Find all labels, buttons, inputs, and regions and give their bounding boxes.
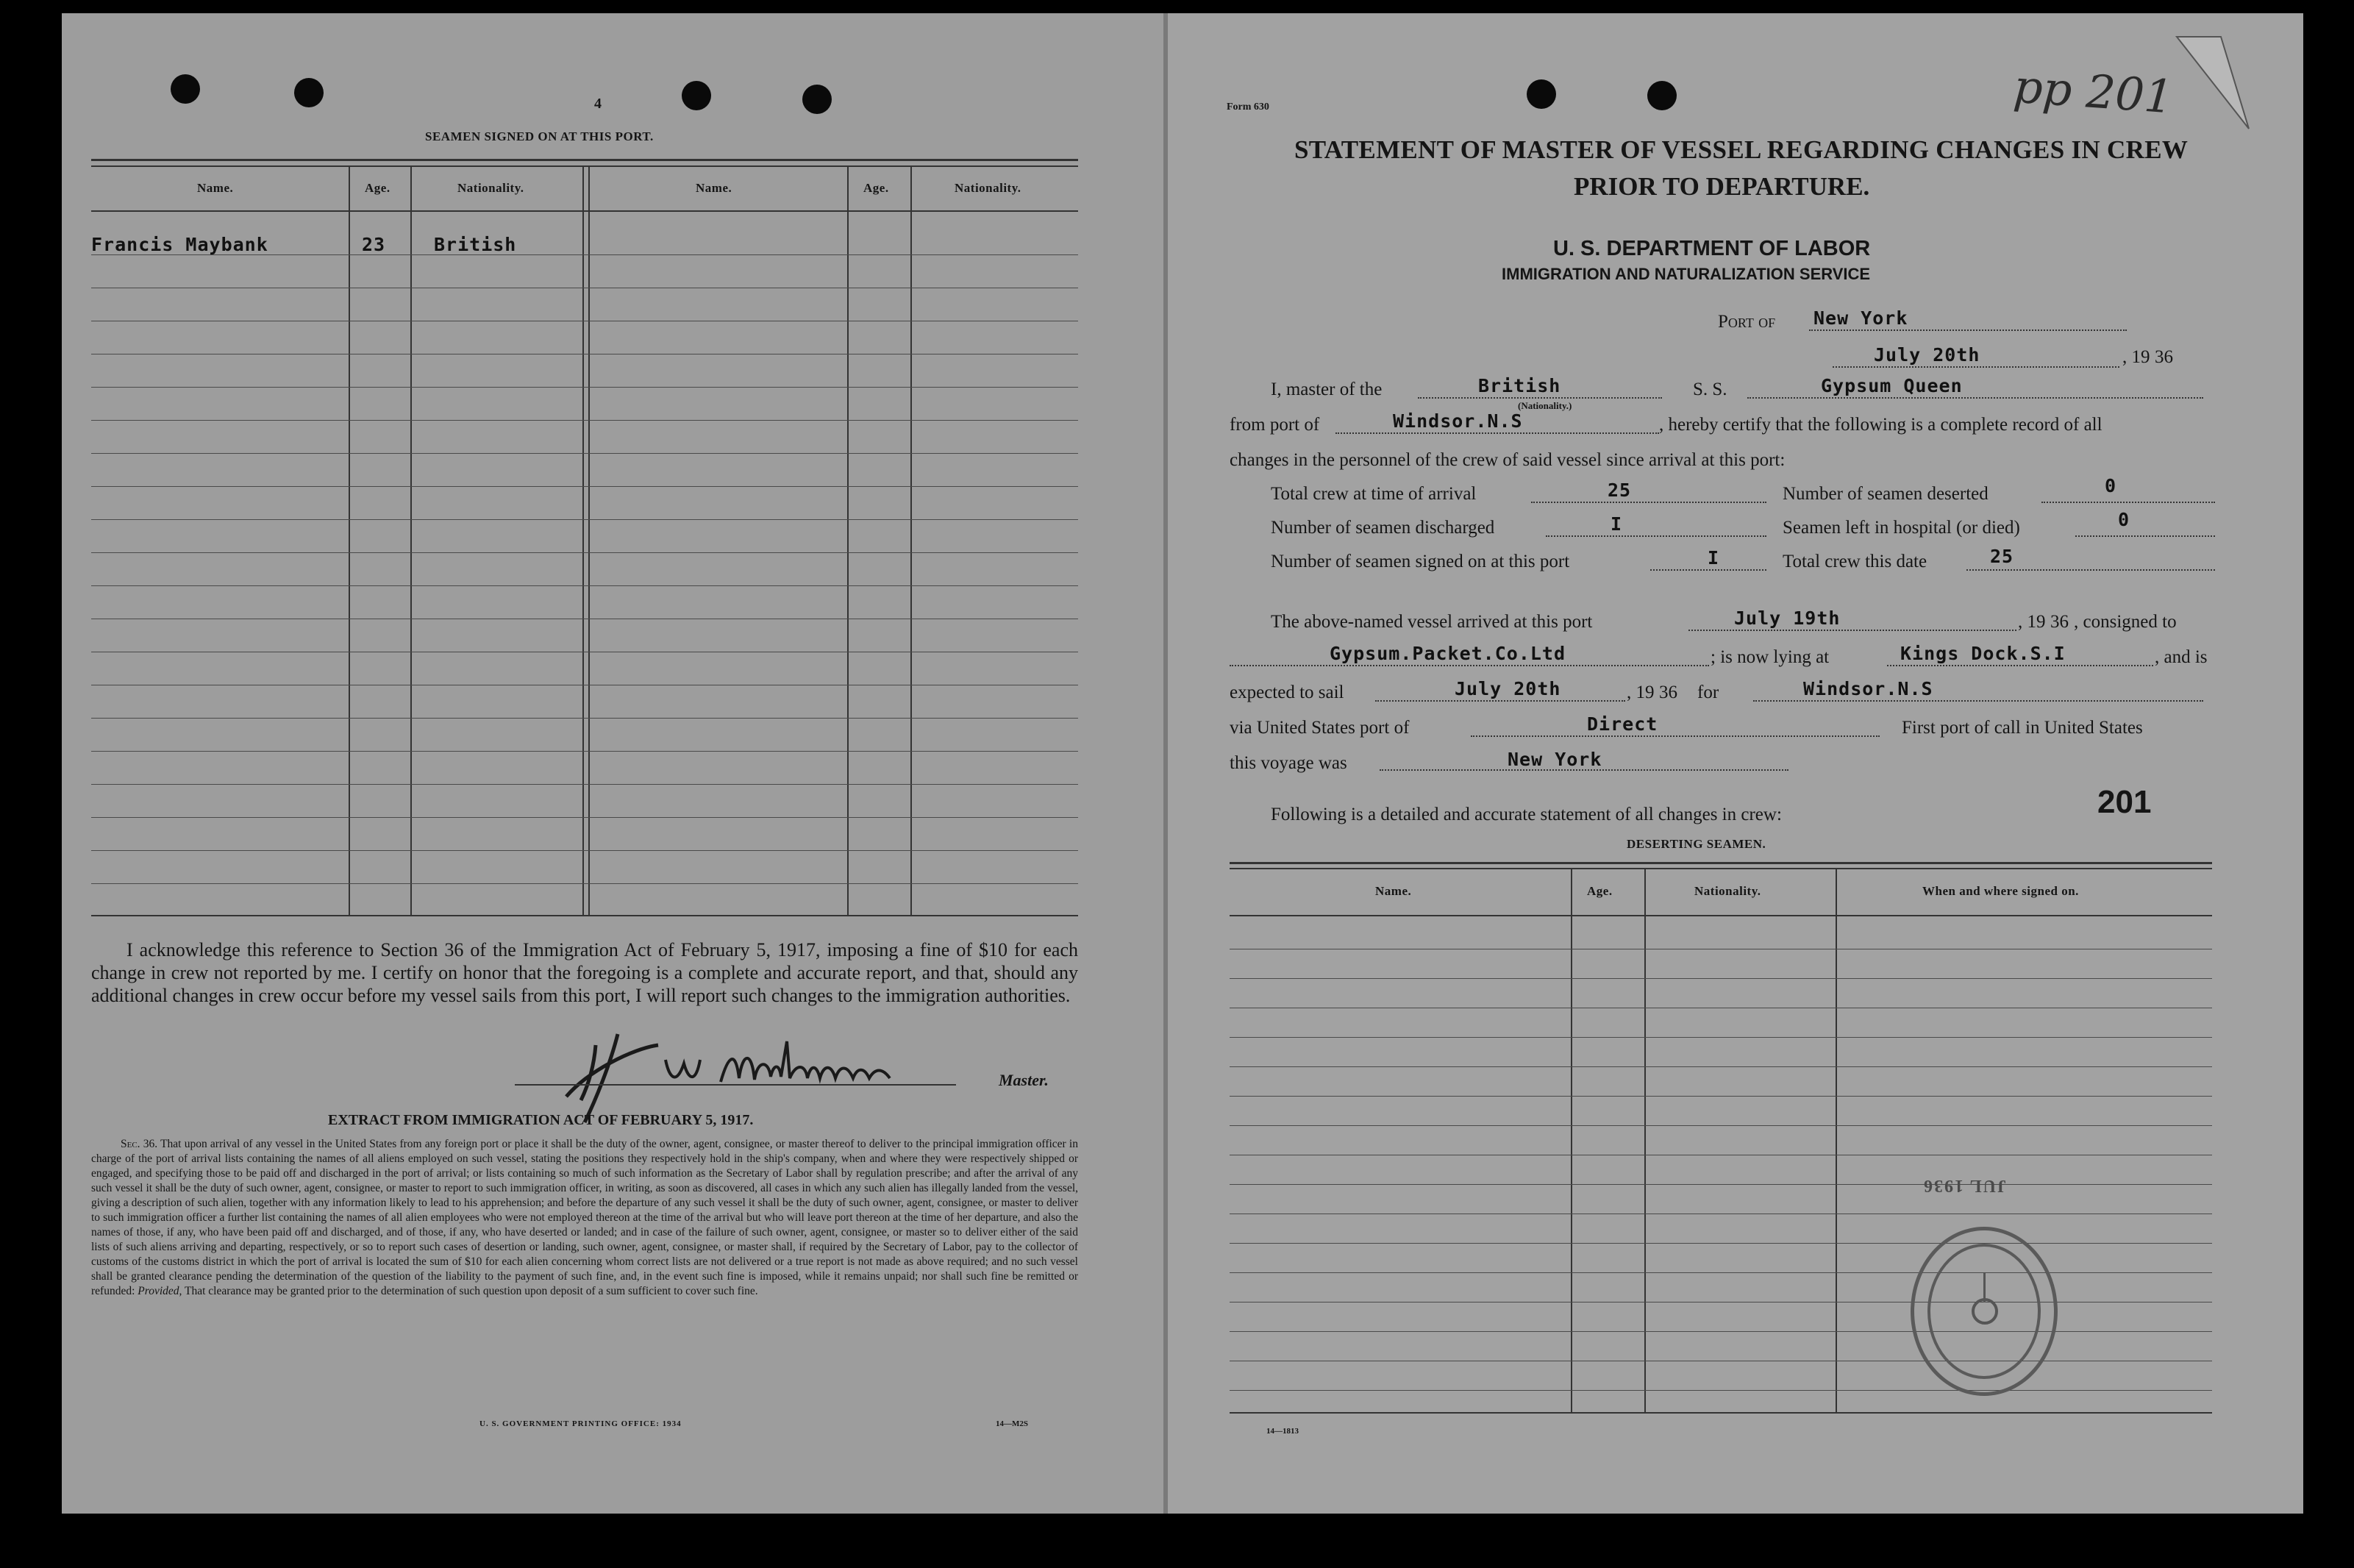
sail-year-prefix: , 19 <box>1627 683 1655 702</box>
deserting-column-name: Name. <box>1375 884 1412 898</box>
consignee-value: Gypsum.Packet.Co.Ltd <box>1330 643 1566 664</box>
table-ruled-line <box>91 817 1078 818</box>
deserted-line <box>2041 502 2215 503</box>
deserting-table-ruled-line <box>1230 1096 2212 1097</box>
arrived-label: The above-named vessel arrived at this port <box>1271 612 1593 632</box>
extract-title: EXTRACT FROM IMMIGRATION ACT OF FEBRUARY 5, 1917. <box>328 1112 754 1128</box>
signature-line <box>515 1084 956 1086</box>
deserting-column-nationality: Nationality. <box>1694 884 1761 898</box>
year-prefix: , 19 <box>2122 347 2150 367</box>
arrived-date-value: July 19th <box>1734 607 1841 629</box>
deserting-table-top-rule <box>1230 868 2212 869</box>
deserted-value: 0 <box>2105 475 2117 496</box>
form-code-footer: 14—M2S <box>996 1419 1028 1428</box>
immigration-seal-stamp <box>1911 1227 2058 1396</box>
punch-hole <box>802 85 832 114</box>
arrived-year-prefix: , 19 <box>2018 612 2046 632</box>
extract-body: That upon arrival of any vessel in the United States from any foreign port or place it shall be the duty of the owner, agent, consignee, or master thereof to deliver to the principal immigration officer in charge of the port of arrival lists containing the names of all aliens employed on such vessel, stating the positions they respectively hold in the ship's company, when and where they were respectively shipped or engaged, and specifying those to be paid off and discharged in the port of arrival; or lists containing so much of such information as the Secretary of Labor shall by regulation prescribe; and after the arrival of any such vessel it shall be the duty of such owner, agent, consignee, or master to report to such immigration officer, in writing, as soon as discovered, all cases in which any such alien has illegally landed from the vessel, giving a description of such alien, together with any information likely to lead to his apprehension; and before the departure of any such vessel it shall be the duty of such owner, agent, consignee, or master to deliver to such immigration officer a further list containing the names of all alien employees who were not employed thereon at the time of the arrival but who will leave port thereon at the time of her departure, and also the names of those, if any, who have been paid off and discharged, and of those, if any, who have deserted or landed; and in case of the failure of such owner, agent, consignee, or master so to deliver either of the said lists of such aliens arriving and departing, respectively, or so to report such cases of desertion or landing, such owner, agent, consignee, or master shall, if required by the Secretary of Labor, pay to the collector of customs of the customs district in which the port of arrival is located the sum of $10 for each alien concerning whom correct lists are not delivered or a true report is not made as above required; and no such vessel shall be granted clearance pending the determination of the question of the liability to the payment of such fine, and, in the event such fine is imposed, while it remains unpaid; nor shall such fine be remitted or refunded: <box>91 1138 1078 1297</box>
from-port-field-line <box>1335 432 1659 434</box>
column-header-nationality: Nationality. <box>457 181 524 195</box>
punch-hole <box>171 74 200 104</box>
table-ruled-line <box>91 883 1078 884</box>
seaman-age-cell: 23 <box>362 234 386 255</box>
table-ruled-line <box>91 585 1078 586</box>
deserting-table-ruled-line <box>1230 1390 2212 1391</box>
deserting-table-header-rule <box>1230 915 2212 916</box>
deserting-seamen-title: DESERTING SEAMEN. <box>1627 837 1766 851</box>
deserting-table-ruled-line <box>1230 978 2212 979</box>
total-crew-date-value: 25 <box>1990 546 2014 567</box>
table-header-rule <box>91 210 1078 212</box>
via-line <box>1471 735 1880 737</box>
and-is-label: , and is <box>2155 647 2208 667</box>
deserting-table-ruled-line <box>1230 1184 2212 1185</box>
printer-footer: U. S. GOVERNMENT PRINTING OFFICE: 1934 <box>479 1419 682 1428</box>
punch-hole <box>294 78 324 107</box>
sail-date-value: July 20th <box>1455 678 1561 699</box>
deserting-column-signed-on: When and where signed on. <box>1922 884 2079 898</box>
nationality-value: British <box>1478 375 1561 396</box>
changes-text: changes in the personnel of the crew of said vessel since arrival at this port: <box>1230 450 1786 470</box>
deserted-label: Number of seamen deserted <box>1783 484 1989 504</box>
form-label: Form 630 <box>1227 101 1269 113</box>
hospital-line <box>2075 535 2215 537</box>
deserting-table-col-divider <box>1836 868 1837 1412</box>
voyage-label: this voyage was <box>1230 753 1347 773</box>
sail-for-value: Windsor.N.S <box>1803 678 1933 699</box>
right-form-code-footer: 14—1813 <box>1266 1427 1299 1436</box>
corner-note: pp 201 <box>2011 59 2175 124</box>
deserting-table-top-rule <box>1230 862 2212 864</box>
date-value: July 20th <box>1874 344 1980 366</box>
deserting-table-ruled-line <box>1230 1331 2212 1332</box>
sail-date-line <box>1375 700 1625 702</box>
table-col-divider <box>588 165 590 915</box>
lying-line <box>1887 665 2153 666</box>
deserting-table-col-divider <box>1571 868 1572 1412</box>
table-ruled-line <box>91 387 1078 388</box>
table-ruled-line <box>91 784 1078 785</box>
extract-text <box>91 1137 1078 1299</box>
hospital-label: Seamen left in hospital (or died) <box>1783 518 2020 538</box>
punch-hole <box>1527 79 1556 109</box>
table-col-divider <box>582 165 584 915</box>
form-title-line-2: PRIOR TO DEPARTURE. <box>1574 172 1870 201</box>
arrived-year-value: 36 <box>2050 612 2069 632</box>
from-port-value: Windsor.N.S <box>1393 410 1523 432</box>
via-port-value: Direct <box>1587 713 1658 735</box>
total-crew-arrival-value: 25 <box>1608 480 1632 501</box>
port-field-line <box>1809 329 2127 331</box>
table-ruled-line <box>91 519 1078 520</box>
port-value: New York <box>1813 307 1908 329</box>
extract-proviso: That clearance may be granted prior to the determination of such question upon deposit of a sum sufficient to cover such fine. <box>185 1285 758 1297</box>
port-label: Port of <box>1718 312 1776 332</box>
deserting-table-ruled-line <box>1230 1272 2212 1273</box>
signed-on-label: Number of seamen signed on at this port <box>1271 552 1570 571</box>
page-number: 4 <box>594 96 602 112</box>
table-col-divider <box>910 165 912 915</box>
via-label: via United States port of <box>1230 718 1410 738</box>
table-ruled-line <box>91 420 1078 421</box>
certify-text: , hereby certify that the following is a complete record of all <box>1659 415 2102 435</box>
table-bottom-rule <box>91 915 1078 916</box>
from-port-label: from port of <box>1230 415 1320 435</box>
first-port-value: New York <box>1508 749 1602 770</box>
nationality-caption: (Nationality.) <box>1518 400 1572 411</box>
table-ruled-line <box>91 552 1078 553</box>
column-header-name: Name. <box>696 181 732 195</box>
punch-hole <box>682 81 711 110</box>
deserting-table-ruled-line <box>1230 1243 2212 1244</box>
column-header-age: Age. <box>863 181 889 195</box>
hospital-value: 0 <box>2118 509 2130 530</box>
consigned-label: , consigned to <box>2074 612 2177 632</box>
table-top-rule <box>91 159 1078 161</box>
form-title-line-1: STATEMENT OF MASTER OF VESSEL REGARDING CHANGES IN CREW <box>1294 135 2189 164</box>
total-crew-date-label: Total crew this date <box>1783 552 1927 571</box>
table-ruled-line <box>91 718 1078 719</box>
arrived-date-line <box>1688 630 2016 631</box>
lying-label: ; is now lying at <box>1711 647 1830 667</box>
table-col-divider <box>847 165 849 915</box>
table-col-divider <box>410 165 412 915</box>
column-header-age: Age. <box>365 181 390 195</box>
vessel-field-line <box>1747 397 2203 399</box>
seaman-nationality-cell: British <box>434 234 517 255</box>
table-top-rule <box>91 165 1078 167</box>
year-value: 36 <box>2155 347 2173 367</box>
table-ruled-line <box>91 850 1078 851</box>
date-stamp: JUL 1936 <box>1922 1176 2007 1195</box>
table-ruled-line <box>91 486 1078 487</box>
deserting-table-ruled-line <box>1230 1066 2212 1067</box>
acknowledgement-text: I acknowledge this reference to Section 36 of the Immigration Act of February 5, 1917, imposing a fine of $10 for each change in crew not reported by me. I certify on honor that the foregoing is a complete and accurate report, and that, should any additional changes in crew occur before my vessel sails from this port, I will report such changes to the immigration authorities. <box>91 939 1078 1006</box>
table-title: SEAMEN SIGNED ON AT THIS PORT. <box>425 129 654 143</box>
punch-hole <box>1647 81 1677 110</box>
master-of-label: I, master of the <box>1271 379 1383 399</box>
discharged-value: I <box>1611 513 1623 535</box>
discharged-label: Number of seamen discharged <box>1271 518 1495 538</box>
total-crew-arrival-line <box>1531 502 1766 503</box>
department-name: U. S. DEPARTMENT OF LABOR <box>1553 237 1871 260</box>
following-text: Following is a detailed and accurate statement of all changes in crew: <box>1271 805 1782 824</box>
deserting-table-col-divider <box>1644 868 1646 1412</box>
table-col-divider <box>349 165 350 915</box>
total-crew-date-line <box>1966 569 2215 571</box>
page-stamp-number: 201 <box>2097 784 2152 820</box>
sail-year-value: 36 <box>1659 683 1677 702</box>
signed-on-line <box>1650 569 1766 571</box>
discharged-line <box>1546 535 1766 537</box>
table-ruled-line <box>91 751 1078 752</box>
deserting-column-age: Age. <box>1587 884 1613 898</box>
consignee-line <box>1230 665 1709 666</box>
deserting-table-ruled-line <box>1230 1037 2212 1038</box>
sail-for-line <box>1753 700 2203 702</box>
ss-label: S. S. <box>1693 379 1727 399</box>
vessel-name-value: Gypsum Queen <box>1821 375 1963 396</box>
table-ruled-line <box>91 453 1078 454</box>
lying-at-value: Kings Dock.S.I <box>1900 643 2066 664</box>
for-label: for <box>1697 683 1719 702</box>
extract-proviso-lead: Provided, <box>138 1285 182 1297</box>
signature-caption: Master. <box>999 1071 1049 1089</box>
service-name: IMMIGRATION AND NATURALIZATION SERVICE <box>1502 265 1871 283</box>
deserting-table-ruled-line <box>1230 1125 2212 1126</box>
column-header-name: Name. <box>197 181 234 195</box>
signed-on-value: I <box>1708 547 1720 569</box>
first-port-label: First port of call in United States <box>1902 718 2143 738</box>
folded-corner <box>2177 37 2250 132</box>
expected-label: expected to sail <box>1230 683 1344 702</box>
date-field-line <box>1833 366 2119 368</box>
column-header-nationality: Nationality. <box>955 181 1021 195</box>
seaman-name-cell: Francis Maybank <box>91 234 268 255</box>
total-crew-arrival-label: Total crew at time of arrival <box>1271 484 1477 504</box>
extract-section-label: Sec. 36. <box>121 1138 158 1150</box>
nationality-field-line <box>1418 397 1662 399</box>
deserting-table-bottom-rule <box>1230 1412 2212 1414</box>
